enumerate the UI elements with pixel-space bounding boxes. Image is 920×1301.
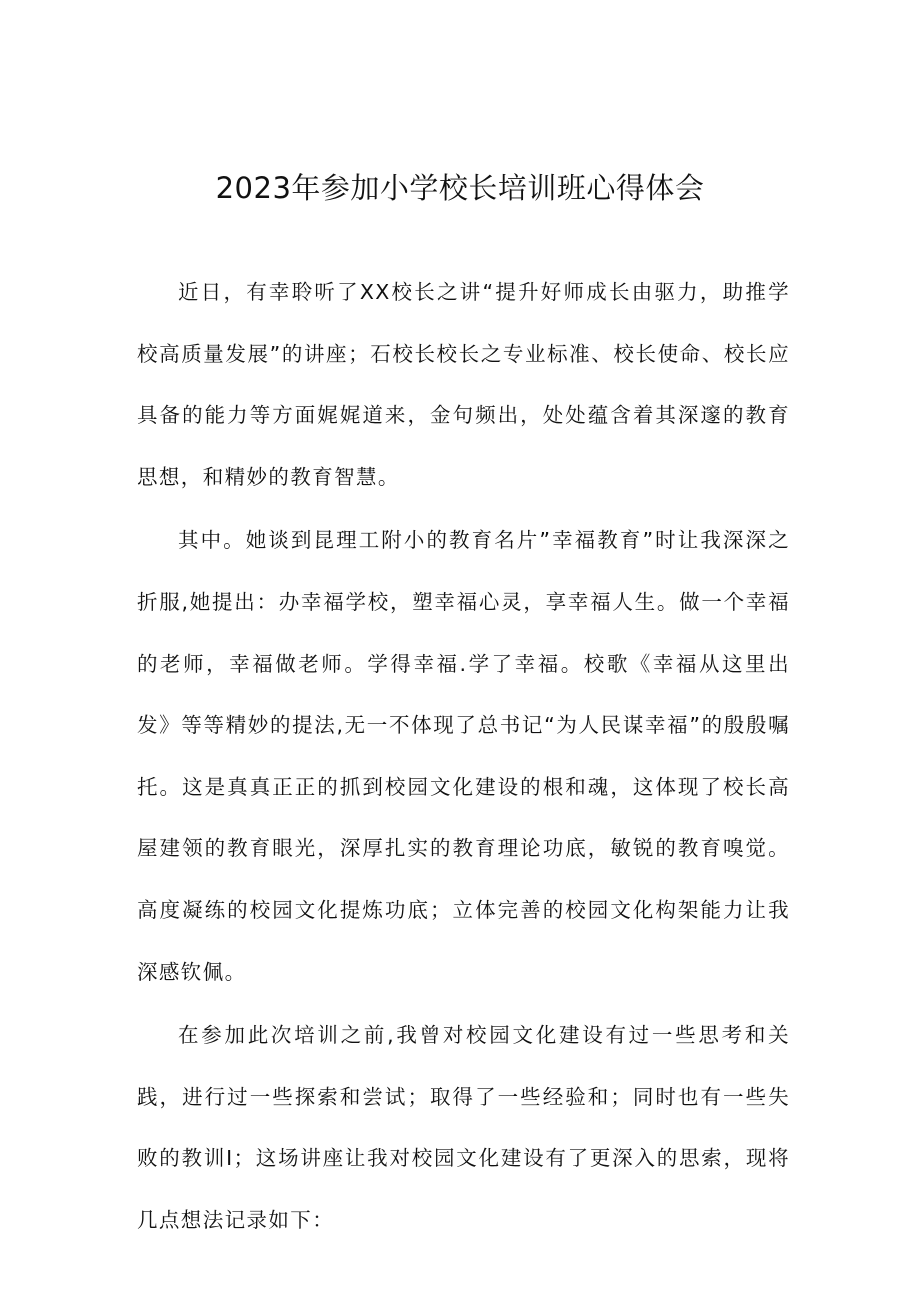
paragraph-1: 近日，有幸聆听了XX校长之讲“提升好师成长由驱力，助推学校高质量发展”的讲座；石校长校长之专业标准、校长使命、校长应具备的能力等方面娓娓道来，金句频出，处处蕴含着其深邃的教育思想，和精妙的教育智慧。 [137, 280, 790, 489]
paragraph-3: 在参加此次培训之前,我曾对校园文化建设有过一些思考和关践，进行过一些探索和尝试；取得了一些经验和；同时也有一些失败的教训I；这场讲座让我对校园文化建设有了更深入的思索，现将几点想法记录如下： [137, 1023, 790, 1232]
document-body [137, 262, 790, 1254]
document-title: 2023年参加小学校长培训班心得体会 [215, 171, 705, 205]
paragraph-2: 其中。她谈到昆理工附小的教育名片”幸福教育”时让我深深之折服,她提出：办幸福学校，塑幸福心灵，享幸福人生。做一个幸福的老师，幸福做老师。学得幸福.学了幸福。校歌《幸福从这里出发》等等精妙的提法,无一不体现了总书记“为人民谋幸福”的殷殷嘱托。这是真真正正的抓到校园文化建设的根和魂，这体现了校长高屋建领的教育眼光，深厚扎实的教育理论功底，敏锐的教育嗅觉。高度凝练的校园文化提炼功底；立体完善的校园文化构架能力让我深感钦佩。 [137, 528, 790, 984]
